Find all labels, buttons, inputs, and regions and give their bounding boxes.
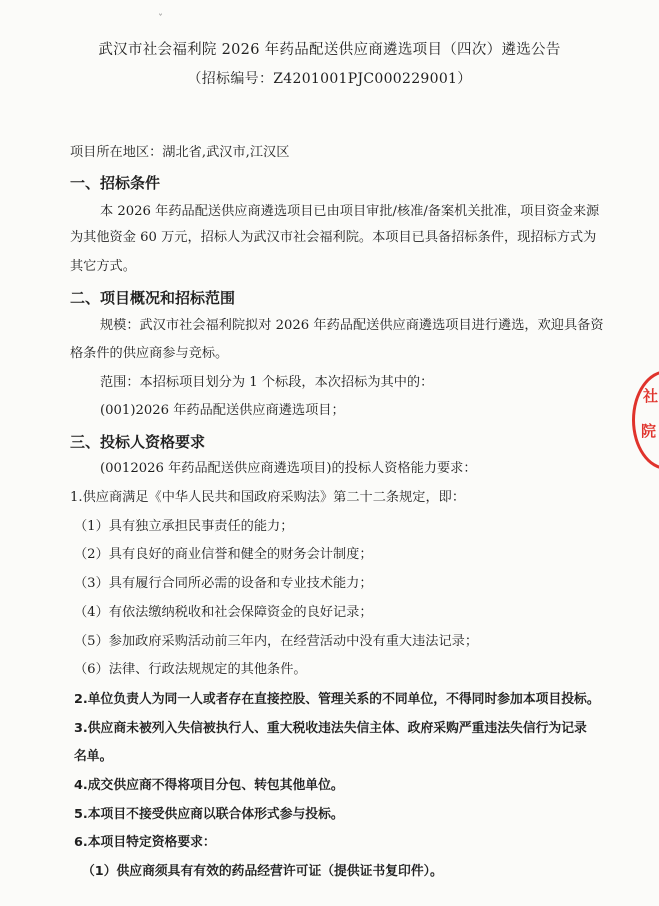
requirement-sub-item: （4）有依法缴纳税收和社会保障资金的良好记录； bbox=[74, 605, 373, 620]
requirement-item-6-1: （1）供应商须具有有效的药品经营许可证（提供证书复印件）。 bbox=[82, 864, 443, 879]
requirement-item-1: 1.供应商满足《中华人民共和国政府采购法》第二十二条规定，即： bbox=[70, 490, 466, 505]
requirement-sub-item: （2）具有良好的商业信誉和健全的财务会计制度； bbox=[74, 547, 373, 562]
section-2-line: 范围：本招标项目划分为 1 个标段，本次招标为其中的： bbox=[100, 375, 434, 390]
requirement-item-5: 5.本项目不接受供应商以联合体形式参与投标。 bbox=[74, 807, 344, 822]
section-1-heading: 一、招标条件 bbox=[70, 174, 161, 192]
seal-char: 院 bbox=[641, 422, 657, 440]
requirement-sub-item: （6）法律、行政法规规定的其他条件。 bbox=[74, 662, 307, 677]
tender-number: （招标编号：Z4201001PJC000229001） bbox=[187, 71, 472, 87]
section-1-line: 为其他资金 60 万元，招标人为武汉市社会福利院。本项目已具备招标条件，现招标方式为 bbox=[70, 230, 597, 245]
seal-char: 社 bbox=[643, 387, 659, 405]
requirement-item-6: 6.本项目特定资格要求： bbox=[74, 835, 216, 850]
section-3-heading: 三、投标人资格要求 bbox=[70, 433, 206, 451]
section-2-line: 格条件的供应商参与竞标。 bbox=[70, 346, 229, 361]
section-1-line: 本 2026 年药品配送供应商遴选项目已由项目审批/核准/备案机关批准，项目资金来源 bbox=[100, 204, 600, 219]
section-2-line: (001)2026 年药品配送供应商遴选项目； bbox=[100, 403, 345, 418]
requirement-sub-item: （5）参加政府采购活动前三年内，在经营活动中没有重大违法记录； bbox=[74, 634, 479, 649]
region-line: 项目所在地区：湖北省,武汉市,江汉区 bbox=[70, 145, 290, 160]
requirement-sub-item: （1）具有独立承担民事责任的能力； bbox=[74, 519, 294, 534]
requirement-item-2: 2.单位负责人为同一人或者存在直接控股、管理关系的不同单位，不得同时参加本项目投标。 bbox=[74, 692, 600, 707]
section-1-line: 其它方式。 bbox=[70, 259, 136, 274]
requirement-item-4: 4.成交供应商不得将项目分包、转包其他单位。 bbox=[74, 778, 344, 793]
section-2-line: 规模：武汉市社会福利院拟对 2026 年药品配送供应商遴选项目进行遴选，欢迎具备资 bbox=[100, 318, 604, 333]
requirement-item-3: 3.供应商未被列入失信被执行人、重大税收违法失信主体、政府采购严重违法失信行为记录 bbox=[74, 721, 587, 736]
section-2-heading: 二、项目概况和招标范围 bbox=[70, 289, 236, 307]
requirement-sub-item: （3）具有履行合同所必需的设备和专业技术能力； bbox=[74, 576, 373, 591]
scan-mark: ˇ bbox=[158, 14, 163, 25]
requirement-item-3-cont: 名单。 bbox=[74, 749, 113, 764]
document-title: 武汉市社会福利院 2026 年药品配送供应商遴选项目（四次）遴选公告 bbox=[98, 42, 561, 58]
section-3-intro: (0012026 年药品配送供应商遴选项目)的投标人资格能力要求： bbox=[100, 461, 477, 476]
